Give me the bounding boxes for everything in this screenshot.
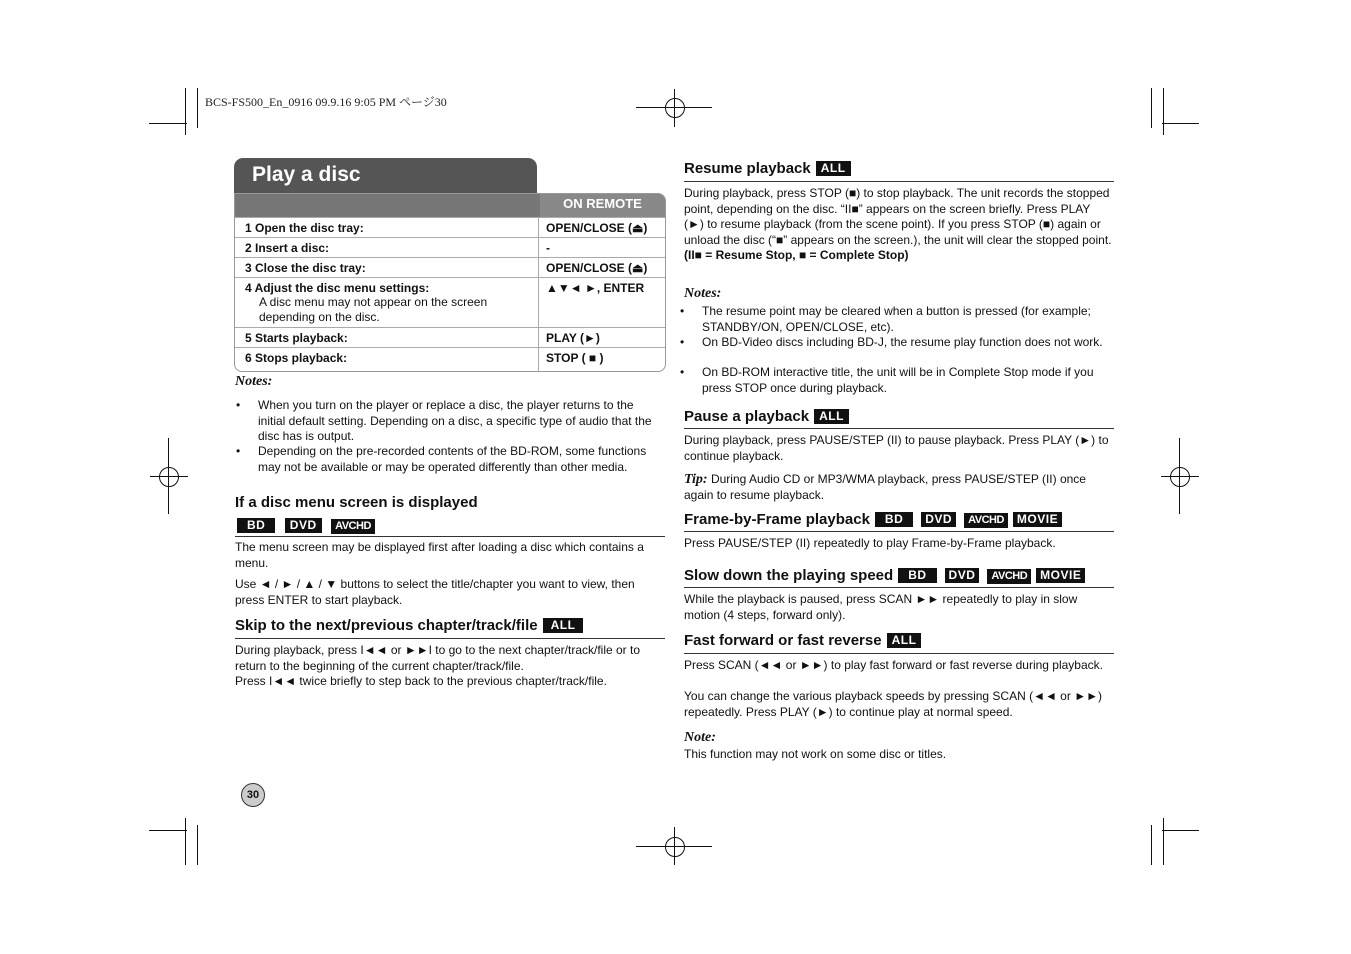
step-detail: A disc menu may not appear on the screen depending on the disc. xyxy=(259,295,488,324)
note-item: • The resume point may be cleared when a button is pressed (for example; STANDBY/ON, OPEN/CLOSE, etc). xyxy=(702,304,1112,335)
remote-key: OPEN/CLOSE (⏏) xyxy=(546,261,648,275)
crop-mark xyxy=(1151,88,1152,128)
badge-avchd: AVCHD xyxy=(331,519,375,534)
section-rule xyxy=(684,653,1114,654)
slow-heading-text: Slow down the playing speed xyxy=(684,567,894,584)
pause-heading xyxy=(684,408,849,425)
crop-mark xyxy=(197,825,198,865)
step-label: 4 Adjust the disc menu settings: xyxy=(245,281,430,295)
table-row xyxy=(235,257,665,278)
tip-label: Tip: xyxy=(684,472,708,487)
skip-heading-text: Skip to the next/previous chapter/track/file xyxy=(235,617,538,634)
resume-paragraph xyxy=(684,186,1112,264)
remote-key: STOP ( ■ ) xyxy=(546,351,604,365)
page-title: Play a disc xyxy=(252,163,361,186)
badge-all: ALL xyxy=(816,161,851,176)
ff-heading xyxy=(684,632,921,649)
table-row xyxy=(235,237,665,258)
ff-paragraph: You can change the various playback speeds by pressing SCAN (◄◄ or ►►) repeatedly. Press PLAY (►) to continue play at normal speed. xyxy=(684,689,1102,719)
steps-table xyxy=(234,193,666,372)
registration-mark-icon xyxy=(159,467,179,487)
badge-bd: BD xyxy=(875,512,913,527)
crop-mark xyxy=(1163,88,1164,135)
badge-movie: MOVIE xyxy=(1036,568,1085,583)
remote-key: PLAY (►) xyxy=(546,331,600,345)
crop-mark xyxy=(1179,438,1180,514)
badge-all: ALL xyxy=(543,618,584,633)
skip-paragraph: During playback, press I◄◄ or ►►I to go to the next chapter/track/file or to return to the beginning of the current chapter/track/file. xyxy=(235,643,641,673)
crop-mark xyxy=(1162,830,1199,831)
note-label: Note: xyxy=(684,730,716,745)
remote-key: OPEN/CLOSE (⏏) xyxy=(546,221,648,235)
menu-badges xyxy=(232,517,375,535)
page-number: 30 xyxy=(241,783,265,807)
note-paragraph: This function may not work on some disc or titles. xyxy=(684,747,947,761)
crop-mark xyxy=(1151,825,1152,865)
badge-dvd: DVD xyxy=(921,512,956,527)
registration-mark-icon xyxy=(665,837,685,857)
crop-mark xyxy=(185,818,186,865)
frame-paragraph: Press PAUSE/STEP (II) repeatedly to play Frame-by-Frame playback. xyxy=(684,536,1056,550)
table-row xyxy=(235,347,665,372)
section-rule xyxy=(235,638,665,639)
step-label: 3 Close the disc tray: xyxy=(245,261,366,275)
step-label: 2 Insert a disc: xyxy=(245,241,330,255)
table-row xyxy=(235,217,665,238)
tip-paragraph xyxy=(684,472,1112,503)
frame-heading-text: Frame-by-Frame playback xyxy=(684,511,870,528)
badge-all: ALL xyxy=(887,633,922,648)
crop-mark xyxy=(185,88,186,135)
badge-avchd: AVCHD xyxy=(964,513,1008,528)
step-label: 6 Stops playback: xyxy=(245,351,348,365)
resume-heading xyxy=(684,160,851,177)
note-item: • Depending on the pre-recorded contents of the BD-ROM, some functions may not be available or may be operated differently than other media. xyxy=(258,444,664,475)
badge-bd: BD xyxy=(237,518,275,533)
menu-paragraph: The menu screen may be displayed first after loading a disc which contains a menu. xyxy=(235,540,644,570)
resume-heading-text: Resume playback xyxy=(684,160,811,177)
resume-legend: (II■ = Resume Stop, ■ = Complete Stop) xyxy=(684,248,909,262)
note-item: • On BD-ROM interactive title, the unit will be in Complete Stop mode if you press STOP once during playback. xyxy=(702,365,1112,396)
section-rule xyxy=(684,428,1114,429)
frame-heading xyxy=(684,511,1062,528)
slow-paragraph: While the playback is paused, press SCAN ►► repeatedly to play in slow motion (4 steps, forward only). xyxy=(684,592,1078,622)
table-row xyxy=(235,327,665,348)
badge-dvd: DVD xyxy=(945,568,980,583)
crop-mark xyxy=(197,88,198,128)
crop-mark xyxy=(674,89,675,127)
crop-mark xyxy=(1162,123,1199,124)
crop-mark xyxy=(149,123,187,124)
registration-mark-icon xyxy=(1170,467,1190,487)
skip-heading xyxy=(235,617,583,634)
crop-mark xyxy=(1163,818,1164,865)
section-rule xyxy=(684,531,1114,532)
step-cell xyxy=(245,281,535,325)
ff-heading-text: Fast forward or fast reverse xyxy=(684,632,882,649)
note-item: • On BD-Video discs including BD-J, the resume play function does not work. xyxy=(702,335,1112,351)
badge-all: ALL xyxy=(814,409,849,424)
section-rule xyxy=(684,587,1114,588)
tip-text: During Audio CD or MP3/WMA playback, press PAUSE/STEP (II) once again to resume playback. xyxy=(684,472,1086,502)
menu-paragraph: Use ◄ / ► / ▲ / ▼ buttons to select the title/chapter you want to view, then press ENTER to start playback. xyxy=(235,577,635,607)
crop-mark xyxy=(1161,476,1199,477)
badge-bd: BD xyxy=(898,568,936,583)
title-banner xyxy=(234,158,537,194)
print-header: BCS-FS500_En_0916 09.9.16 9:05 PM ページ30 xyxy=(205,95,447,109)
step-label: 1 Open the disc tray: xyxy=(245,221,364,235)
registration-mark-icon xyxy=(665,98,685,118)
section-rule xyxy=(235,536,665,537)
menu-heading: If a disc menu screen is displayed xyxy=(235,494,478,511)
notes-label: Notes: xyxy=(684,286,722,301)
remote-key: - xyxy=(546,241,550,255)
pause-heading-text: Pause a playback xyxy=(684,408,810,425)
slow-heading xyxy=(684,567,1085,584)
note-item: • When you turn on the player or replace a disc, the player returns to the initial default setting. Depending on a disc, a specific type of audio that the disc has is output. xyxy=(258,398,664,445)
resume-text: During playback, press STOP (■) to stop playback. The unit records the stopped point, depending on the disc. “II■” appears on the screen briefly. Press PLAY (►) to resume playback (from the scene point). If you press STOP (■) again or unload the disc (“■” appears on the screen.), the unit will clear the stopped point. xyxy=(684,186,1112,247)
table-row xyxy=(235,277,665,328)
badge-movie: MOVIE xyxy=(1013,512,1062,527)
skip-paragraph: Press I◄◄ twice briefly to step back to the previous chapter/track/file. xyxy=(235,674,607,688)
remote-key: ▲▼◄ ►, ENTER xyxy=(546,281,645,295)
badge-avchd: AVCHD xyxy=(987,569,1031,584)
badge-dvd: DVD xyxy=(285,518,322,533)
crop-mark xyxy=(674,827,675,865)
notes-label: Notes: xyxy=(235,374,273,389)
crop-mark xyxy=(150,476,188,477)
crop-mark xyxy=(168,438,169,514)
crop-mark xyxy=(149,830,187,831)
ff-paragraph: Press SCAN (◄◄ or ►►) to play fast forward or fast reverse during playback. xyxy=(684,658,1103,672)
on-remote-header: ON REMOTE xyxy=(540,194,665,217)
step-label: 5 Starts playback: xyxy=(245,331,348,345)
section-rule xyxy=(684,181,1114,182)
pause-paragraph: During playback, press PAUSE/STEP (II) to pause playback. Press PLAY (►) to continue playback. xyxy=(684,433,1109,463)
